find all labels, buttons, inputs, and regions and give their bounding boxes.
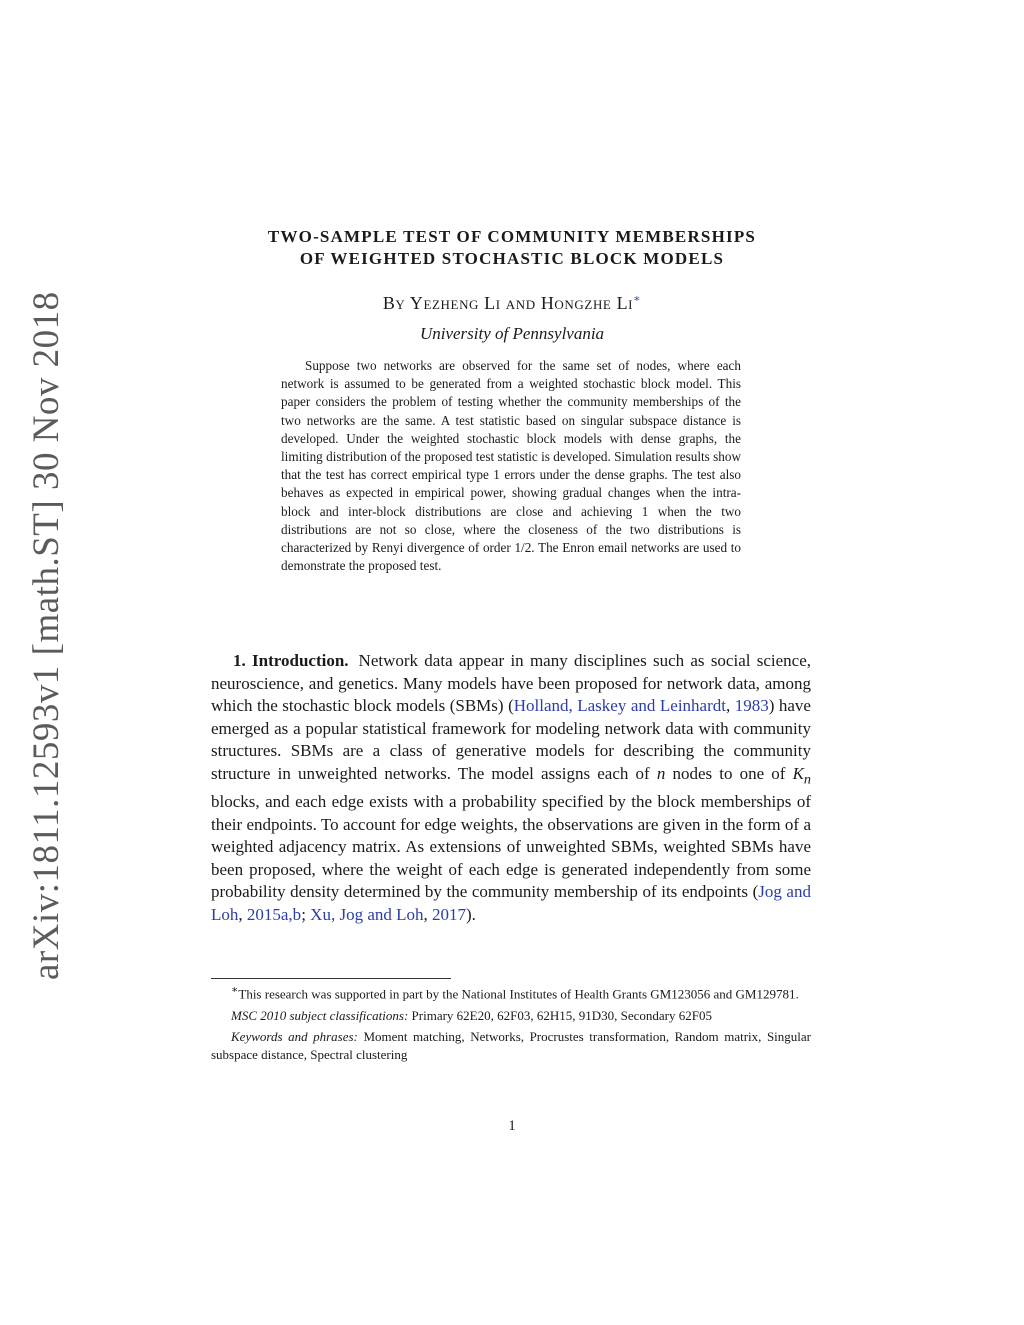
math-K-subscript: n (803, 771, 811, 788)
author-line (212, 292, 812, 314)
arxiv-identifier-stamp: arXiv:1811.12593v1 [math.ST] 30 Nov 2018 (26, 291, 67, 980)
citation-xu-jog-loh[interactable]: Xu, Jog and Loh (310, 904, 424, 924)
intro-text-1: Network data appear in many disciplines such as social science, neuroscience, and genetics. Many models have been proposed for network data, among which the stochastic block models (SBMs) ( (211, 651, 812, 716)
intro-text-5: ). (466, 904, 476, 924)
abstract: Suppose two networks are observed for the same set of nodes, where each network is assumed to be generated from a weighted stochastic block model. This paper considers the problem of testing whether the community memberships of the two networks are the same. A test statistic based on singular subspace distance is developed. Under the weighted stochastic block models with dense graphs, the limiting distribution of the proposed test statistic is developed. Simulation results show that the test has correct empirical type 1 errors under the dense graphs. The test also behaves as expected in empirical power, showing gradual changes when the intra-block and inter-block distributions are close and achieving 1 when the two distributions are not so close, where the closeness of the two distributions is characterized by Renyi divergence of order 1/2. The Enron email networks are used to demonstrate the proposed test. (281, 358, 741, 574)
footnote-rule (211, 978, 451, 979)
intro-text-2: ) have emerged as a popular statistical framework for modeling network data with community structures. SBMs are a class of generative models for describing the community structure in unweighted networks. The model assigns each of (211, 696, 811, 783)
author-footnote-mark[interactable]: ∗ (633, 293, 642, 305)
citation-jog-loh-year[interactable]: 2015a,b (246, 904, 302, 924)
citation-holland[interactable]: Holland, Laskey and Leinhardt (513, 696, 726, 716)
footnotes (211, 982, 811, 1067)
intro-text-4: blocks, and each edge exists with a probability specified by the block memberships of their endpoints. To account for edge weights, the observations are given in the form of a weighted adjacency matrix. As extensions of unweighted SBMs, weighted SBMs have been proposed, where the weight of each edge is generated independently from some probability density determined by the community membership of its endpoints ( (211, 791, 811, 902)
affiliation: University of Pennsylvania (419, 324, 605, 343)
author-prefix: By (382, 293, 406, 313)
title-line-2: OF WEIGHTED STOCHASTIC BLOCK MODELS (299, 249, 725, 268)
math-n: n (656, 763, 666, 783)
keywords: Keywords and phrases: Moment matching, Networks, Procrustes transformation, Random matrix, Singular subspace distance, Spectral clustering (211, 1029, 812, 1062)
introduction-section: 1. Introduction. Network data appear in many disciplines such as social science, neuroscience, and genetics. Many models have been proposed for network data, among which the stochastic block models (SBMs) (Holland, Laskey and Leinhardt, 1983) have emerged as a popular statistical framework for modeling network data with community structures. SBMs are a class of generative models for describing the community structure in unweighted networks. The model assigns each of n nodes to one of $K_n$ blocks, and each edge exists with a probability specified by the block memberships of their endpoints. To account for edge weights, the observations are given in the form of a weighted adjacency matrix. As extensions of unweighted SBMs, weighted SBMs have been proposed, where the weight of each edge is generated independently from some probability density determined by the community membership of its endpoints (Jog and Loh, 2015a,b; Xu, Jog and Loh, 2017). (211, 651, 812, 924)
funding-footnote: ∗This research was supported in part by the National Institutes of Health Grants GM123056 and GM129781. (231, 984, 799, 1002)
title-line-1: TWO-SAMPLE TEST OF COMMUNITY MEMBERSHIPS (267, 227, 757, 246)
citation-jog-loh[interactable]: Jog and Loh (211, 882, 811, 924)
page-number: 1 (508, 1118, 516, 1134)
paper-title (212, 226, 812, 270)
citation-holland-year[interactable]: 1983 (734, 696, 769, 716)
math-K: K (792, 763, 804, 783)
msc-classification: MSC 2010 subject classifications: Primary 62E20, 62F03, 62H15, 91D30, Secondary 62F05 (231, 1007, 712, 1023)
citation-xu-jog-loh-year[interactable]: 2017 (432, 904, 466, 924)
section-heading: 1. Introduction. (233, 651, 349, 670)
author-names: Yezheng Li and Hongzhe Li (409, 293, 634, 313)
intro-text-3: nodes to one of (665, 763, 793, 783)
